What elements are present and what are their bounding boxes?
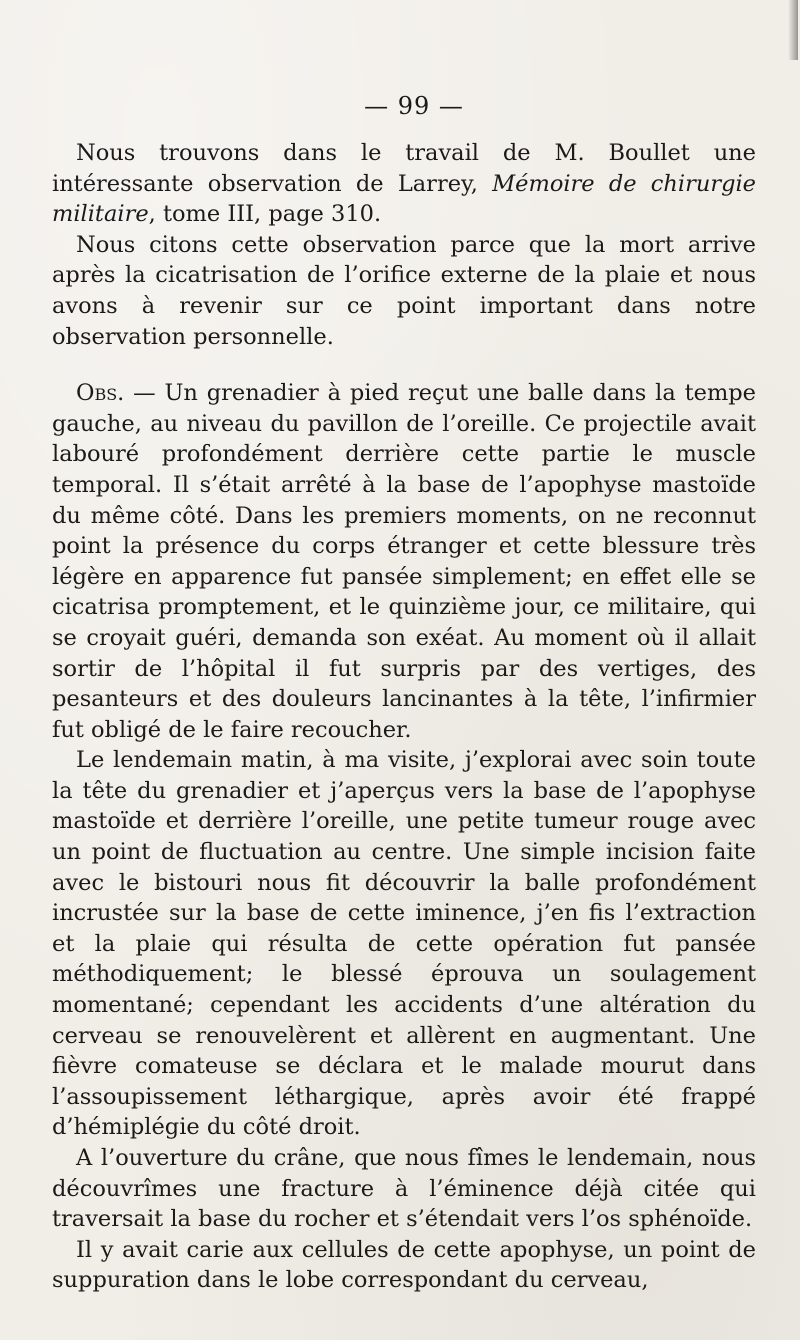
observation-text: — Un grenadier à pied reçut une balle dans la tempe gauche, au niveau du pavillon de l’oreille. Ce projectile avait labouré profondément derrière cette partie le muscle temporal. Il s’était arrêté à la base de l’apophyse mastoïde du même côté. Dans les premiers moments, on ne reconnut point la présence du corps étranger et cette blessure très légère en apparence fut pansée simplement; en effet elle se cicatrisa promptement, et le quinzième jour, ce militaire, qui se croyait guéri, demanda son exéat. Au moment où il allait sortir de l’hôpital il fut surpris par des vertiges, des pesanteurs et des douleurs lancinantes à la tête, l’infirmier fut obligé de le faire recoucher. (52, 380, 756, 743)
paragraph-observation (52, 378, 756, 745)
paragraph-reason: Nous citons cette observation parce que la mort arrive après la cicatrisation de l’orifice externe de la plaie et nous avons à revenir sur ce point important dans notre observation personnelle. (52, 231, 756, 350)
page-edge-shadow (788, 0, 798, 60)
intro-text-start: Nous trouvons dans le travail de M. Boullet une intéressante observation de Larrey, (52, 140, 756, 197)
intro-text-end: , tome III, page 310. (148, 201, 382, 228)
observation-label: Obs. (76, 380, 125, 407)
paragraph-autopsy: A l’ouverture du crâne, que nous fîmes le lendemain, nous découvrîmes une fracture à l’éminence déjà citée qui traversait la base du rocher et s’étendait vers l’os sphénoïde. (52, 1145, 756, 1233)
cited-work-title: Mémoire de chirurgie militaire (52, 170, 757, 228)
page-number: — 99 — (364, 92, 464, 120)
body-text (52, 138, 756, 1296)
paragraph-intro (52, 138, 756, 230)
paragraph-caries: Il y avait carie aux cellules de cette apophyse, un point de suppuration dans le lobe correspondant du cerveau, (52, 1236, 756, 1294)
paragraph-next-day: Le lendemain matin, à ma visite, j’explorai avec soin toute la tête du grenadier et j’aperçus vers la base de l’apophyse mastoïde et derrière l’oreille, une petite tumeur rouge avec un point de fluctuation au centre. Une simple incision faite avec le bistouri nous fit découvrir la balle profondément incrustée sur la base de cette iminence, j’en fis l’extraction et la plaie qui résulta de cette opération fut pansée méthodiquement; le blessé éprouva un soulagement momentané; cependant les accidents d’une altération du cerveau se renouvelèrent et allèrent en augmentant. Une fièvre comateuse se déclara et le malade mourut dans l’assoupissement léthargique, après avoir été frappé d’hémiplégie du côté droit. (52, 747, 756, 1141)
